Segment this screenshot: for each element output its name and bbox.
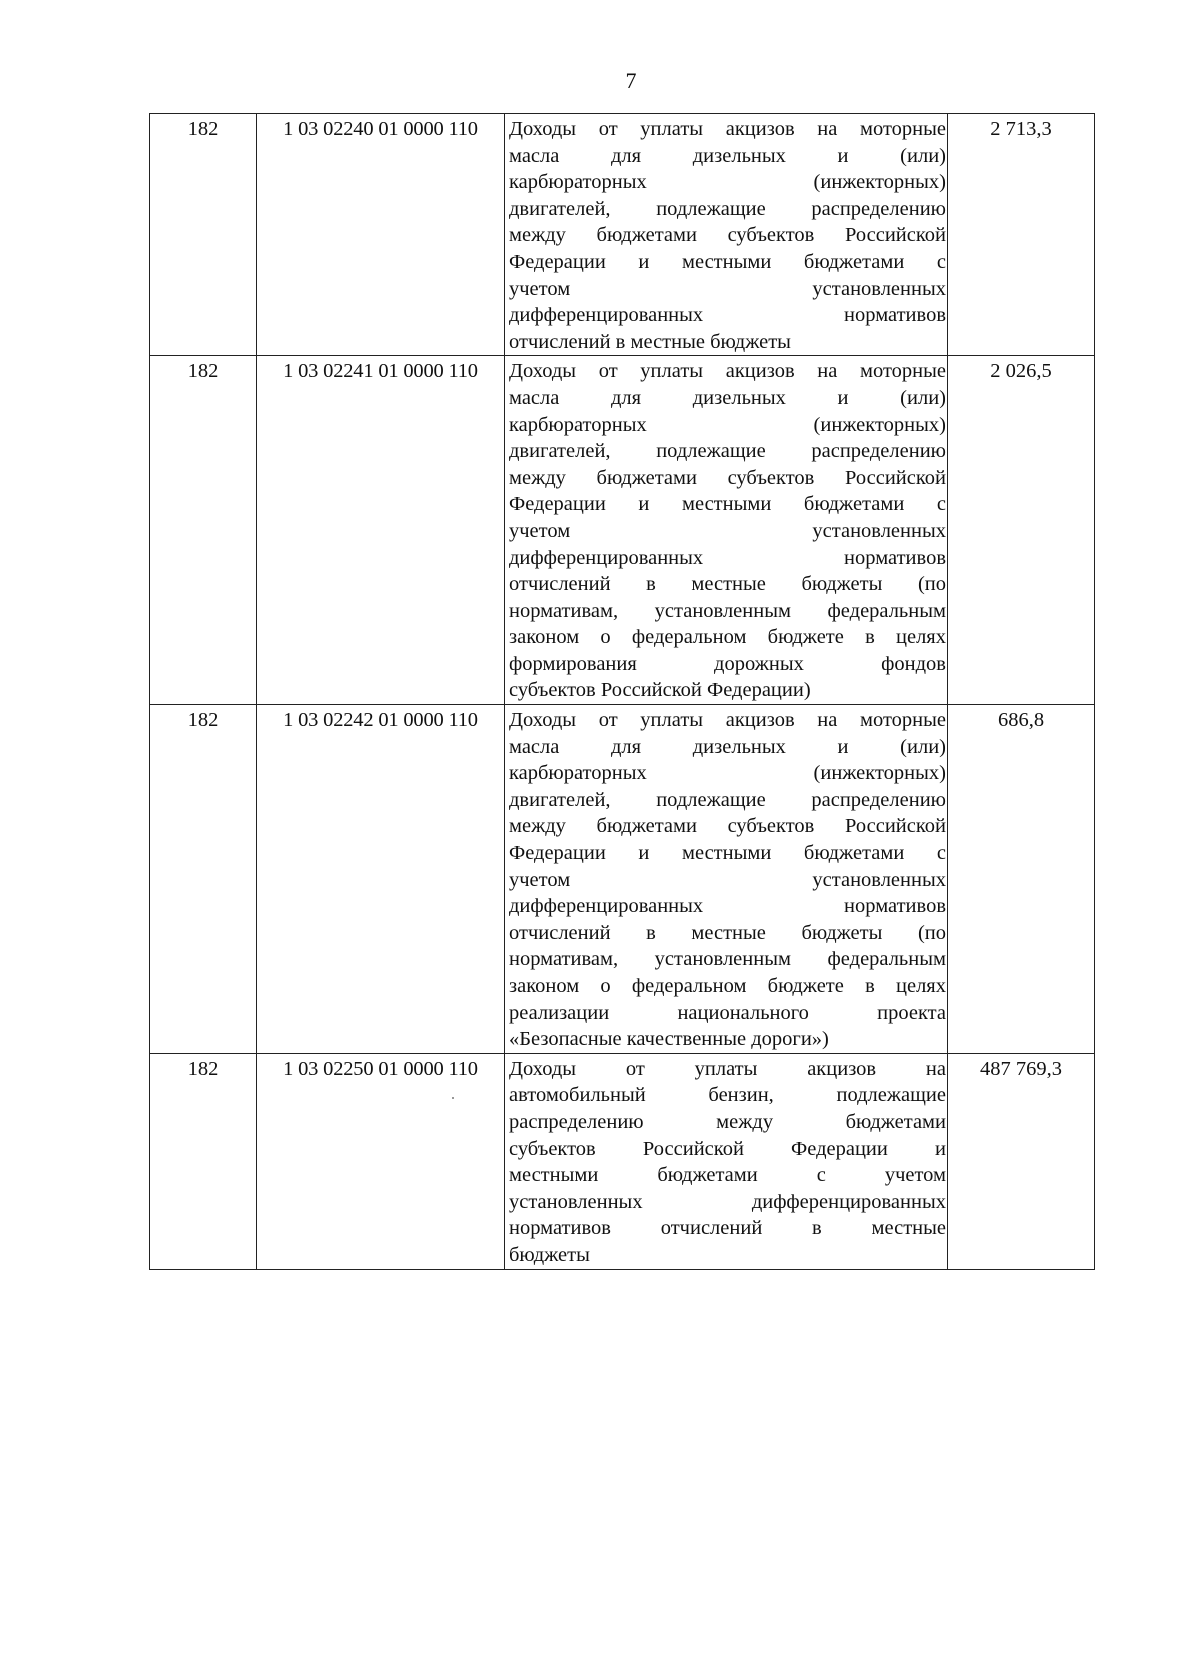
scan-speck: [452, 1097, 454, 1099]
revenue-name-line: дифференцированных нормативов: [509, 304, 946, 327]
table-body: [150, 114, 1095, 1270]
revenue-name-line: законом о федеральном бюджете в целях: [509, 626, 946, 649]
revenue-name-line: Доходы от уплаты акцизов на: [509, 1057, 946, 1080]
revenue-name-line: учетом установленных: [509, 868, 946, 891]
revenue-name-line: бюджеты: [509, 1243, 590, 1266]
revenue-name-cell: [505, 705, 948, 1054]
page-number: 7: [625, 68, 637, 93]
revenue-name-line: «Безопасные качественные дороги»): [509, 1028, 829, 1051]
amount-cell: 487 769,3: [948, 1053, 1095, 1269]
revenue-name-line: реализации национального проекта: [509, 1001, 946, 1024]
revenue-name-cell: [505, 1053, 948, 1269]
kbk-code-cell: 1 03 02250 01 0000 110: [257, 1053, 505, 1269]
revenue-name-line: между бюджетами субъектов Российской: [509, 815, 946, 838]
revenue-name-line: Федерации и местными бюджетами с: [509, 842, 946, 865]
revenue-name-line: масла для дизельных и (или): [509, 144, 946, 167]
amount-cell: 2 713,3: [948, 114, 1095, 356]
revenue-name-line: нормативам, установленным федеральным: [509, 599, 946, 622]
revenue-name-line: карбюраторных (инжекторных): [509, 413, 946, 436]
admin-code-cell: 182: [150, 114, 257, 356]
revenue-name-line: отчислений в местные бюджеты (по: [509, 921, 946, 944]
revenue-name-line: отчислений в местные бюджеты (по: [509, 573, 946, 596]
revenue-name-line: учетом установленных: [509, 519, 946, 542]
revenue-name-cell: [505, 114, 948, 356]
table-row: [150, 114, 1095, 356]
revenue-name-line: между бюджетами субъектов Российской: [509, 224, 946, 247]
revenue-name-line: Федерации и местными бюджетами с: [509, 493, 946, 516]
revenue-name-line: дифференцированных нормативов: [509, 895, 946, 918]
revenue-name-line: формирования дорожных фондов: [509, 652, 946, 675]
kbk-code-cell: 1 03 02240 01 0000 110: [257, 114, 505, 356]
revenue-name-line: субъектов Российской Федерации): [509, 679, 811, 702]
revenue-name-line: двигателей, подлежащие распределению: [509, 788, 946, 811]
table-row: [150, 1053, 1095, 1269]
kbk-code-cell: 1 03 02242 01 0000 110: [257, 705, 505, 1054]
admin-code-cell: 182: [150, 1053, 257, 1269]
revenue-name-cell: [505, 356, 948, 705]
revenue-name-line: между бюджетами субъектов Российской: [509, 466, 946, 489]
revenue-name-line: масла для дизельных и (или): [509, 386, 946, 409]
revenue-name-line: нормативам, установленным федеральным: [509, 948, 946, 971]
revenue-name-line: двигателей, подлежащие распределению: [509, 197, 946, 220]
amount-cell: 686,8: [948, 705, 1095, 1054]
admin-code-cell: 182: [150, 356, 257, 705]
revenue-name-line: дифференцированных нормативов: [509, 546, 946, 569]
revenue-name-line: Федерации и местными бюджетами с: [509, 250, 946, 273]
revenue-name-line: Доходы от уплаты акцизов на моторные: [509, 360, 946, 383]
revenue-name-line: распределению между бюджетами: [509, 1110, 946, 1133]
revenue-name-line: отчислений в местные бюджеты: [509, 330, 791, 353]
revenue-name-line: местными бюджетами с учетом: [509, 1164, 946, 1187]
revenue-name-line: двигателей, подлежащие распределению: [509, 440, 946, 463]
revenue-name-line: масла для дизельных и (или): [509, 735, 946, 758]
revenue-name-line: законом о федеральном бюджете в целях: [509, 975, 946, 997]
revenue-name-line: учетом установленных: [509, 277, 946, 300]
revenue-name-line: нормативов отчислений в местные: [509, 1217, 946, 1240]
kbk-code-cell: 1 03 02241 01 0000 110: [257, 356, 505, 705]
revenue-name-line: Доходы от уплаты акцизов на моторные: [509, 709, 946, 732]
revenue-name-line: автомобильный бензин, подлежащие: [509, 1084, 946, 1107]
table-row: [150, 356, 1095, 705]
revenue-name-line: карбюраторных (инжекторных): [509, 171, 946, 194]
revenue-name-line: карбюраторных (инжекторных): [509, 762, 946, 785]
revenue-name-line: субъектов Российской Федерации и: [509, 1137, 946, 1160]
revenue-table: [149, 113, 1095, 1270]
amount-cell: 2 026,5: [948, 356, 1095, 705]
revenue-name-line: установленных дифференцированных: [509, 1190, 946, 1213]
revenue-name-line: Доходы от уплаты акцизов на моторные: [509, 118, 946, 140]
admin-code-cell: 182: [150, 705, 257, 1054]
table-row: [150, 705, 1095, 1054]
